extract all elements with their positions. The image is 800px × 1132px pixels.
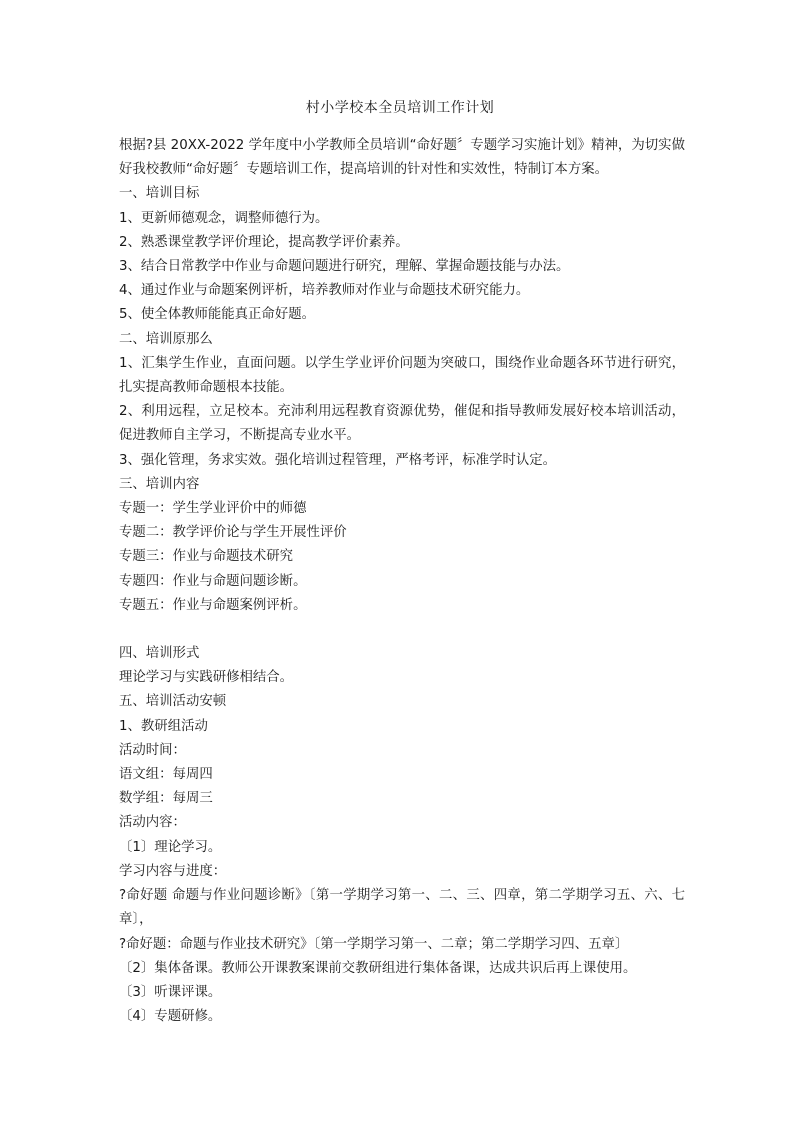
document-title: 村小学校本全员培训工作计划 bbox=[305, 100, 495, 116]
activity-time-label: 活动时间： bbox=[119, 742, 186, 758]
study-progress-label: 学习内容与进度： bbox=[119, 863, 227, 879]
principle-item: 2、利用远程，立足校本。充沛利用远程教育资源优势，催促和指导教师发展好校本培训活动，促进教师自主学习，不断提高专业水平。 bbox=[119, 404, 685, 444]
schedule-item: 语文组：每周四 bbox=[119, 767, 213, 783]
section-heading-goals: 一、培训目标 bbox=[119, 186, 200, 202]
goal-item: 3、结合日常教学中作业与命题问题进行研究，理解、掌握命题技能与办法。 bbox=[119, 259, 570, 275]
section-heading-content: 三、培训内容 bbox=[119, 476, 200, 492]
goal-item: 2、熟悉课堂教学评价理论，提高教学评价素养。 bbox=[119, 234, 409, 250]
goal-item: 1、更新师德观念，调整师德行为。 bbox=[119, 210, 329, 226]
study-item: ?命好题 命题与作业问题诊断》〔第一学期学习第一、二、三、四章，第二学期学习五、六、七章〕， bbox=[119, 888, 685, 928]
principle-item: 1、汇集学生作业，直面问题。以学生学业评价问题为突破口，围绕作业命题各环节进行研究，扎实提高教师命题根本技能。 bbox=[119, 355, 685, 396]
topic-item: 专题五：作业与命题案例评析。 bbox=[119, 597, 307, 613]
activity-item: 〔1〕理论学习。 bbox=[119, 839, 222, 855]
schedule-item: 数学组：每周三 bbox=[119, 791, 213, 807]
principle-item: 3、强化管理，务求实效。强化培训过程管理，严格考评，标准学时认定。 bbox=[119, 452, 557, 468]
section-heading-principles: 二、培训原那么 bbox=[119, 331, 213, 347]
subsection-heading: 1、教研组活动 bbox=[119, 718, 208, 734]
topic-item: 专题二：教学评价论与学生开展性评价 bbox=[119, 525, 347, 541]
activity-item: 〔4〕专题研修。 bbox=[119, 1009, 222, 1025]
form-text: 理论学习与实践研修相结合。 bbox=[119, 670, 294, 686]
topic-item: 专题四：作业与命题问题诊断。 bbox=[119, 573, 307, 589]
document-body bbox=[119, 134, 685, 1029]
intro-paragraph: 根据?县 20XX-2022 学年度中小学教师全员培训“命好题〞专题学习实施计划》精神，为切实做好我校教师“命好题〞专题培训工作，提高培训的针对性和实效性，特制订本方案。 bbox=[119, 138, 685, 178]
activity-item: 〔3〕听课评课。 bbox=[119, 984, 222, 1000]
blank-line bbox=[119, 618, 685, 642]
section-heading-arrangement: 五、培训活动安顿 bbox=[119, 694, 227, 710]
goal-item: 4、通过作业与命题案例评析，培养教师对作业与命题技术研究能力。 bbox=[119, 283, 530, 299]
section-heading-form: 四、培训形式 bbox=[119, 646, 200, 662]
activity-content-label: 活动内容： bbox=[119, 815, 186, 831]
activity-item: 〔2〕集体备课。教师公开课教案课前交教研组进行集体备课，达成共识后再上课使用。 bbox=[119, 960, 637, 976]
topic-item: 专题三：作业与命题技术研究 bbox=[119, 549, 294, 565]
study-item: ?命好题：命题与作业技术研究》〔第一学期学习第一、二章；第二学期学习四、五章〕 bbox=[119, 936, 629, 952]
topic-item: 专题一：学生学业评价中的师德 bbox=[119, 501, 307, 517]
goal-item: 5、使全体教师能能真正命好题。 bbox=[119, 307, 315, 323]
